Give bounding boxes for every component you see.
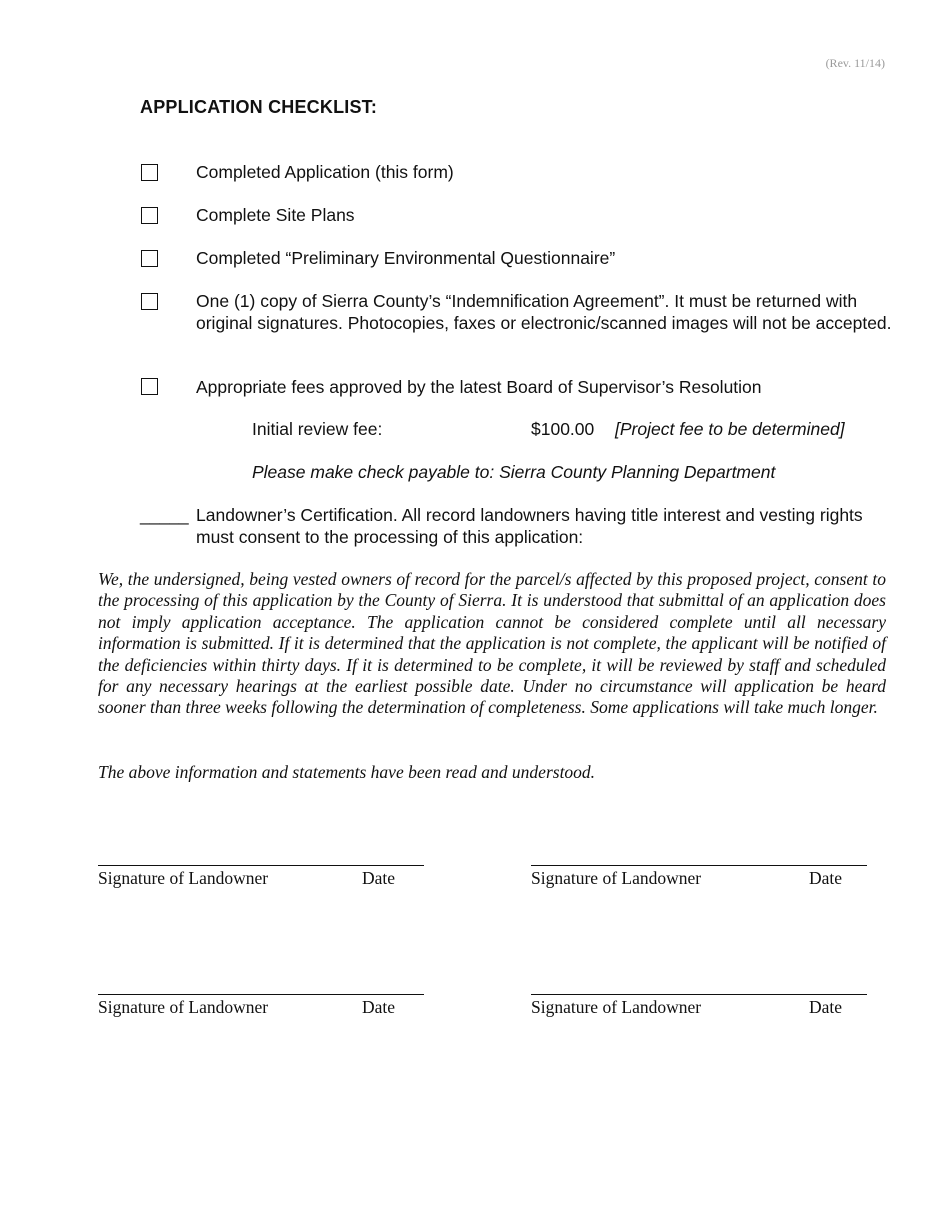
fee-note: [Project fee to be determined]: [615, 419, 845, 439]
checkbox-environmental-questionnaire[interactable]: [141, 250, 158, 267]
signature-label-4: Signature of Landowner: [531, 997, 702, 1017]
date-label-4: Date: [809, 997, 843, 1017]
signature-line-3[interactable]: [98, 994, 424, 995]
signature-line-2[interactable]: [531, 865, 867, 866]
checklist-item-completed-application: Completed Application (this form): [196, 162, 454, 182]
landowner-check-blank[interactable]: _____: [140, 505, 189, 525]
fee-amount: $100.00: [531, 419, 595, 439]
fee-label: Initial review fee:: [252, 419, 383, 439]
date-label-1: Date: [362, 868, 396, 888]
checklist-item-site-plans: Complete Site Plans: [196, 205, 355, 225]
date-label-3: Date: [362, 997, 396, 1017]
signature-label-2: Signature of Landowner: [531, 868, 702, 888]
revision-note: (Rev. 11/14): [825, 56, 885, 70]
checkbox-site-plans[interactable]: [141, 207, 158, 224]
signature-line-1[interactable]: [98, 865, 424, 866]
date-label-2: Date: [809, 868, 843, 888]
checklist-item-appropriate-fees: Appropriate fees approved by the latest Board of Supervisor’s Resolution: [196, 377, 762, 397]
landowner-certification: Landowner’s Certification. All record landowners having title interest and vesting rights must consent to the processing of this application:: [196, 505, 863, 547]
checklist-item-environmental-questionnaire: Completed “Preliminary Environmental Questionnaire”: [196, 248, 616, 268]
payable-instruction: Please make check payable to: Sierra County Planning Department: [252, 462, 776, 482]
checkbox-indemnification-agreement[interactable]: [141, 293, 158, 310]
signature-label-3: Signature of Landowner: [98, 997, 269, 1017]
acknowledgement-statement: The above information and statements have been read and understood.: [98, 762, 596, 782]
checklist-item-indemnification-agreement: One (1) copy of Sierra County’s “Indemnification Agreement”. It must be returned with original signatures. Photocopies, faxes or electronic/scanned images will not be accepted.: [196, 291, 892, 333]
checklist-title: APPLICATION CHECKLIST:: [140, 97, 378, 117]
signature-line-4[interactable]: [531, 994, 867, 995]
signature-label-1: Signature of Landowner: [98, 868, 269, 888]
checkbox-appropriate-fees[interactable]: [141, 378, 158, 395]
consent-paragraph: We, the undersigned, being vested owners of record for the parcel/s affected by this proposed project, consent to the processing of this application by the County of Sierra. It is understood that submittal of an application does not imply application acceptance. The application cannot be considered complete until all necessary information is submitted. If it is determined that the application is not complete, the applicant will be notified of the deficiencies within thirty days. If it is determined to be complete, it will be reviewed by staff and scheduled for any necessary hearings at the earliest possible date. Under no circumstance will application be heard sooner than three weeks following the determination of completeness. Some applications will take much longer.: [98, 569, 886, 718]
checkbox-completed-application[interactable]: [141, 164, 158, 181]
